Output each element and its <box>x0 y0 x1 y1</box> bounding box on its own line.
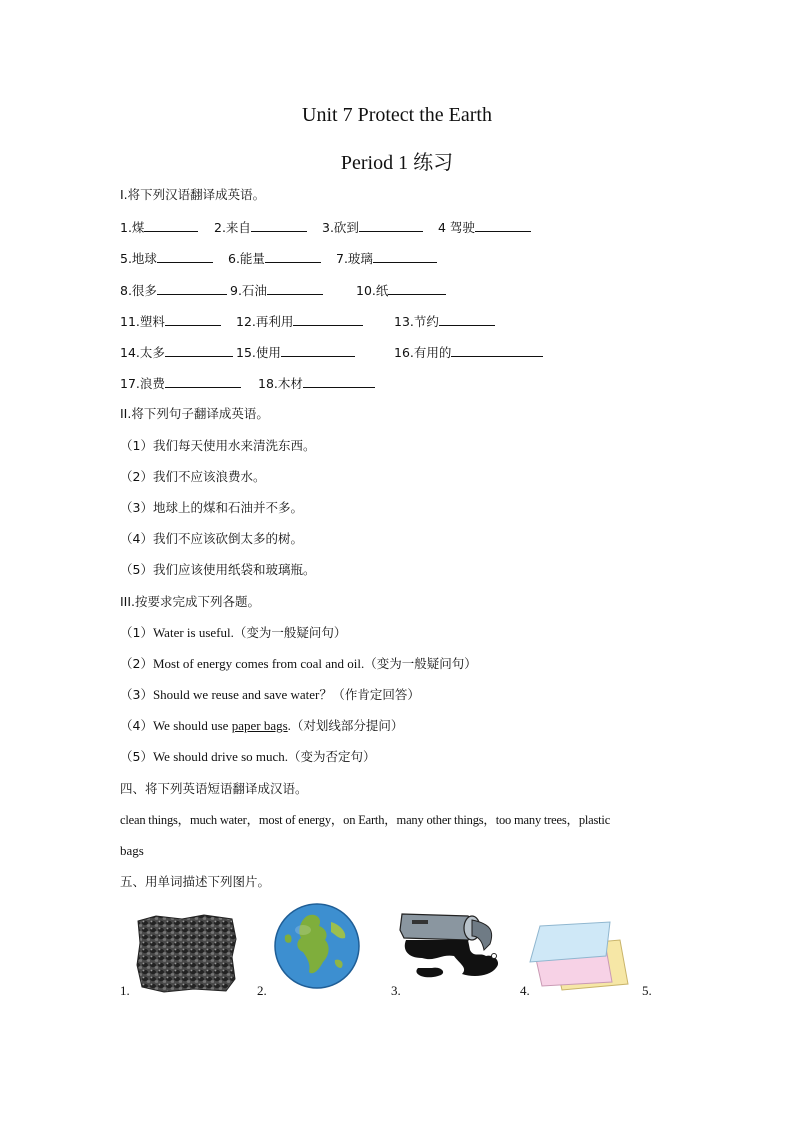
vocab-item: 3.砍到 <box>322 219 423 236</box>
oil-barrel-picture <box>398 910 506 982</box>
page-title: Unit 7 Protect the Earth <box>302 104 492 126</box>
exercise-item: （1）Water is useful.（变为一般疑问句） <box>120 625 347 640</box>
vocab-item: 16.有用的 <box>394 344 543 361</box>
exercise-item: （5）We should drive so much.（变为否定句） <box>120 749 376 764</box>
vocab-item: 15.使用 <box>236 344 355 361</box>
section5-heading: 五、用单词描述下列图片。 <box>120 874 271 889</box>
earth-globe-picture <box>273 902 363 992</box>
section2-heading: II.将下列句子翻译成英语。 <box>120 406 269 421</box>
sentence-item: （3）地球上的煤和石油并不多。 <box>120 500 303 515</box>
vocab-item: 9.石油 <box>230 282 323 299</box>
vocab-item: 11.塑料 <box>120 313 221 330</box>
vocab-item: 5.地球 <box>120 250 213 267</box>
vocab-item: 13.节约 <box>394 313 495 330</box>
vocab-item: 10.纸 <box>356 282 446 299</box>
sentence-item: （2）我们不应该浪费水。 <box>120 469 266 484</box>
coal-picture <box>134 913 238 993</box>
phrase-list-line2: bags <box>120 843 144 858</box>
vocab-item: 12.再利用 <box>236 313 363 330</box>
vocab-item: 14.太多 <box>120 344 233 361</box>
picture-label-3: 3. <box>391 983 401 998</box>
sentence-item: （5）我们应该使用纸袋和玻璃瓶。 <box>120 562 316 577</box>
vocab-item: 8.很多 <box>120 282 227 299</box>
exercise-item: （2）Most of energy comes from coal and oil.（变为一般疑问句） <box>120 656 477 671</box>
exercise-item: （3）Should we reuse and save water？（作肯定回答） <box>120 687 420 702</box>
exercise-item: （4）We should use paper bags.（对划线部分提问） <box>120 718 404 733</box>
section4-heading: 四、将下列英语短语翻译成汉语。 <box>120 781 308 796</box>
vocab-item: 2.来自 <box>214 219 307 236</box>
phrase-list-line1: clean things，much water，most of energy，on Earth，many other things，too many trees，plastic <box>120 813 611 827</box>
sentence-item: （1）我们每天使用水来清洗东西。 <box>120 438 316 453</box>
vocab-item: 18.木材 <box>258 375 375 392</box>
page-subtitle: Period 1 练习 <box>340 152 454 174</box>
vocab-item: 4 驾驶 <box>438 219 531 236</box>
vocab-item: 17.浪费 <box>120 375 241 392</box>
sentence-item: （4）我们不应该砍倒太多的树。 <box>120 531 303 546</box>
picture-label-4: 4. <box>520 983 530 998</box>
vocab-item: 1.煤 <box>120 219 198 236</box>
picture-label-1: 1. <box>120 983 130 998</box>
paper-sheets-picture <box>522 920 630 992</box>
vocab-item: 6.能量 <box>228 250 321 267</box>
section3-heading: III.按要求完成下列各题。 <box>120 594 261 609</box>
underlined-phrase: paper bags <box>231 718 288 733</box>
picture-label-5: 5. <box>642 983 652 998</box>
picture-label-2: 2. <box>257 983 267 998</box>
vocab-item: 7.玻璃 <box>336 250 437 267</box>
section1-heading: I.将下列汉语翻译成英语。 <box>120 187 266 202</box>
